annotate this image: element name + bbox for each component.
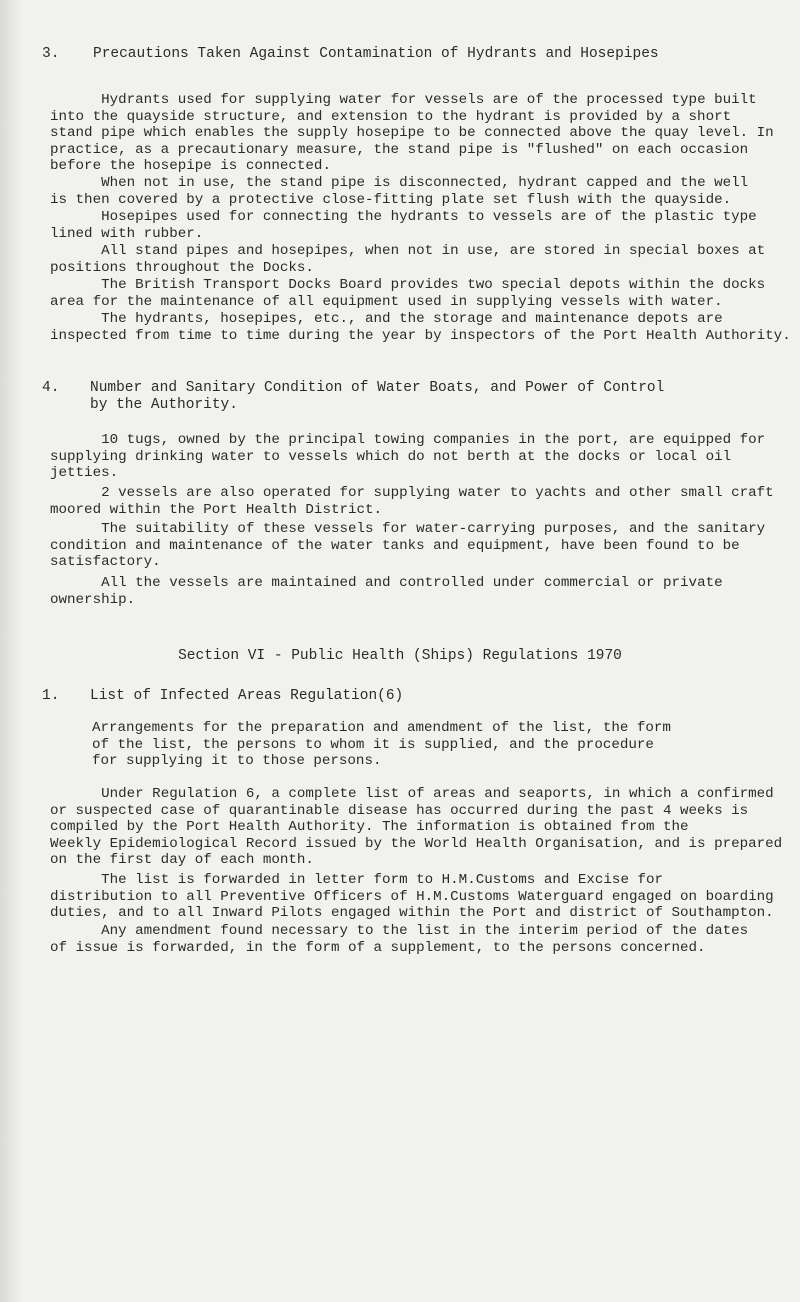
section-3-paragraph-4: All stand pipes and hosepipes, when not in use, are stored in special boxes at positions throughout the Docks. <box>50 243 766 276</box>
section-3-paragraph-2: When not in use, the stand pipe is disconnected, hydrant capped and the well is then covered by a protective close-fitting plate set flush with the quayside. <box>50 175 749 208</box>
section-vi-paragraph-2: The list is forwarded in letter form to H.M.Customs and Excise for distribution to all Preventive Officers of H.M.Customs Waterguard engaged on boarding duties, and to all Inward Pilots engaged within the Port and district of Southampton. <box>50 872 774 921</box>
section-3-paragraph-1: Hydrants used for supplying water for vessels are of the processed type built into the quayside structure, and extension to the hydrant is provided by a short stand pipe which enables the supply hosepipe to be connected above the quay level. In practice, as a precautionary measure, the stand pipe is "flushed" on each occasion before the hosepipe is connected. <box>50 92 774 174</box>
section-3-number: 3. <box>42 46 60 62</box>
section-4-paragraph-2: 2 vessels are also operated for supplying water to yachts and other small craft moored within the Port Health District. <box>50 485 774 518</box>
section-3-paragraph-3: Hosepipes used for connecting the hydrants to vessels are of the plastic type lined with rubber. <box>50 209 757 242</box>
section-3-heading: Precautions Taken Against Contamination of Hydrants and Hosepipes <box>93 46 659 62</box>
section-vi-paragraph-3: Any amendment found necessary to the list in the interim period of the dates of issue is forwarded, in the form of a supplement, to the persons concerned. <box>50 923 749 956</box>
section-vi-paragraph-1: Under Regulation 6, a complete list of areas and seaports, in which a confirmed or suspected case of quarantinable disease has occurred during the past 4 weeks is compiled by the Port Health Authority. The information is obtained from the Weekly Epidemiological Record issued by the World Health Organisation, and is prepared on the first day of each month. <box>50 786 783 868</box>
section-3-paragraph-6: The hydrants, hosepipes, etc., and the storage and maintenance depots are inspected from time to time during the year by inspectors of the Port Health Authority. <box>50 311 791 344</box>
section-vi-heading: Section VI - Public Health (Ships) Regulations 1970 <box>178 648 622 664</box>
section-3-paragraph-5: The British Transport Docks Board provides two special depots within the docks area for the maintenance of all equipment used in supplying vessels with water. <box>50 277 766 310</box>
item-1-subtitle: Arrangements for the preparation and amendment of the list, the form of the list, the persons to whom it is supplied, and the procedure for supplying it to those persons. <box>92 720 671 769</box>
item-1-heading: List of Infected Areas Regulation(6) <box>90 688 404 704</box>
item-1-number: 1. <box>42 688 60 704</box>
section-4-heading: Number and Sanitary Condition of Water Boats, and Power of Control by the Authority. <box>90 380 665 413</box>
section-4-number: 4. <box>42 380 60 396</box>
section-4-paragraph-4: All the vessels are maintained and controlled under commercial or private ownership. <box>50 575 723 608</box>
section-4-paragraph-3: The suitability of these vessels for water-carrying purposes, and the sanitary condition and maintenance of the water tanks and equipment, have been found to be satisfactory. <box>50 521 766 570</box>
section-4-paragraph-1: 10 tugs, owned by the principal towing companies in the port, are equipped for supplying drinking water to vessels which do not berth at the docks or local oil jetties. <box>50 432 766 481</box>
